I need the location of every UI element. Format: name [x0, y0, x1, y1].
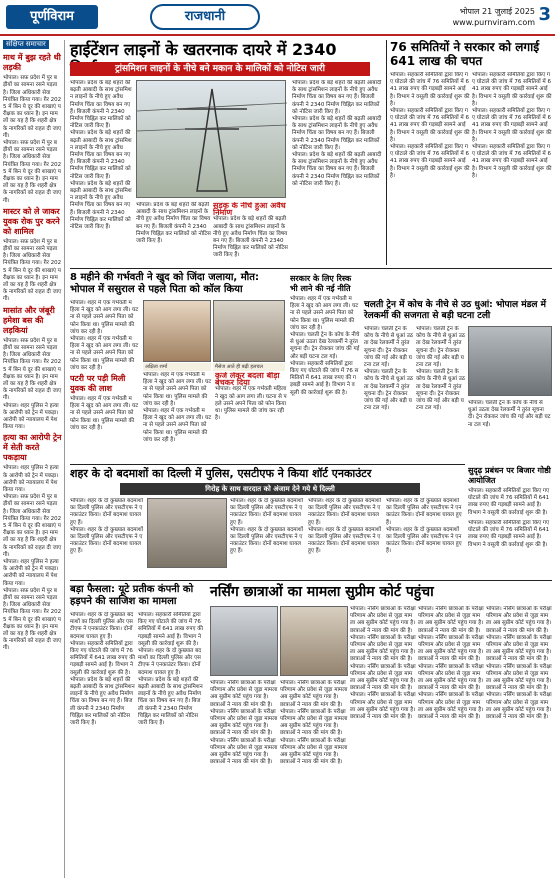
story7-subhead: गिरोह के साथ वारदात को अंजाम देने गये थे दिल्ली: [120, 483, 420, 495]
main-story-col4: [292, 80, 382, 265]
story7-text-4: भोपाल। शहर के दो कुख्यात बदमाशों का दिल्ली पुलिस और एसटीएफ ने एनकाउंटर किया। दोनों बदमाश घायल हुए हैं।: [386, 498, 462, 526]
story9-text-3: भोपाल। नर्सिंग छात्राओं के परीक्षा परिणाम और प्रवेश से जुड़ा मामला अब सुप्रीम कोर्ट पहुंच गया है। छात्राओं ने न्याय की मांग की है।: [350, 606, 416, 634]
story7-headline: शहर के दो बदमाशों का दिल्ली में पुलिस, एसटीएफ ने किया शॉर्ट एनकाउंटर: [70, 467, 372, 480]
story4-col: [290, 272, 360, 462]
story9-text-2b: भोपाल। नर्सिंग छात्राओं के परीक्षा परिणाम और प्रवेश से जुड़ा मामला अब सुप्रीम कोर्ट पहुंच गया है। छात्राओं ने न्याय की मांग की है।: [280, 708, 348, 737]
protest-photo-2: [280, 606, 348, 676]
story6-text: भोपाल। सहकारी समितियों द्वारा किए गए घोटाले की जांच में 76 समितियों में 641 लाख रुपए की गड़बड़ी सामने आई है। विभाग ने वसूली की कार्रवाई शुरू की है।: [468, 488, 550, 516]
story7-text-2: भोपाल। शहर के दो कुख्यात बदमाशों का दिल्ली पुलिस और एसटीएफ ने एनकाउंटर किया। दोनों बदमाश घायल हुए हैं।: [230, 498, 304, 526]
brief-body-4: भोपाल। शहर पुलिस ने हत्या के आरोपी को ट्रेन में पकड़ा। आरोपी को न्यायालय में पेश किया गया।: [3, 465, 59, 493]
main-story-text-4: भोपाल। प्रदेश के बड़े शहरों की बढ़ती आबादी के साथ ट्रांसमिशन लाइनों के नीचे हुए अवैध निर्माण चिंता का विषय बन गए हैं। बिजली कंपनी ने 2340 निर्माण चिह्नित कर मालिकों को नोटिस जारी किए हैं।: [292, 80, 382, 115]
brief-head-1: माथ में बुझ रहते थी लड़की: [3, 53, 61, 73]
story5-text-2b: भोपाल। चलती ट्रेन के कोच के नीचे से धुआं उठता देख रेलकर्मी ने तुरंत सूचना दी। ट्रेन रोककर जांच की गई और बड़ी घटना टल गई।: [416, 369, 466, 412]
date-line: भोपाल 21 जुलाई 2025: [459, 7, 535, 16]
story2-headline: 8 महीने की गर्भवती ने खुद को जिंदा जलाया, मौत: भोपाल में ससुराल से पहले पिता को कॉल किया: [70, 272, 259, 295]
story9-text-4c: भोपाल। नर्सिंग छात्राओं के परीक्षा परिणाम और प्रवेश से जुड़ा मामला अब सुप्रीम कोर्ट पहुंच गया है। छात्राओं ने न्याय की मांग की है।: [418, 663, 484, 692]
section-title: राजधानी: [150, 4, 260, 30]
right-story-col2: [472, 72, 552, 265]
story9-text-3d: भोपाल। नर्सिंग छात्राओं के परीक्षा परिणाम और प्रवेश से जुड़ा मामला अब सुप्रीम कोर्ट पहुंच गया है। छात्राओं ने न्याय की मांग की है।: [350, 692, 416, 721]
newspaper-logo: पूर्णविराम: [6, 5, 98, 29]
story8-text-1c: भोपाल। प्रदेश के बड़े शहरों की बढ़ती आबादी के साथ ट्रांसमिशन लाइनों के नीचे हुए अवैध निर्माण चिंता का विषय बन गए हैं। बिजली कंपनी ने 2340 निर्माण चिह्नित कर मालिकों को नोटिस जारी किए हैं।: [70, 676, 135, 727]
story2-text-2: भोपाल। शहर में एक गर्भवती महिला ने खुद को आग लगा ली। घटना से पहले उसने अपने पिता को फोन किया था। पुलिस मामले की जांच कर रही है।: [143, 372, 212, 407]
story9-text-5d: भोपाल। नर्सिंग छात्राओं के परीक्षा परिणाम और प्रवेश से जुड़ा मामला अब सुप्रीम कोर्ट पहुंच गया है। छात्राओं ने न्याय की मांग की है।: [486, 692, 552, 721]
brief-head-2: मास्टर को ले जाकर युवक रोक पुर करने को शामिल: [3, 206, 60, 236]
story7-text-3b: भोपाल। शहर के दो कुख्यात बदमाशों का दिल्ली पुलिस और एसटीएफ ने एनकाउंटर किया। दोनों बदमाश घायल हुए हैं।: [308, 526, 382, 555]
main-story-text-4b: भोपाल। प्रदेश के बड़े शहरों की बढ़ती आबादी के साथ ट्रांसमिशन लाइनों के नीचे हुए अवैध निर्माण चिंता का विषय बन गए हैं। बिजली कंपनी ने 2340 निर्माण चिह्नित कर मालिकों को नोटिस जारी किए हैं।: [292, 116, 382, 151]
story7-text-1: भोपाल। शहर के दो कुख्यात बदमाशों का दिल्ली पुलिस और एसटीएफ ने एनकाउंटर किया। दोनों बदमाश घायल हुए हैं।: [70, 498, 144, 526]
train-coach-photo: [468, 326, 552, 396]
brief-body-4b: भोपाल। सफ़ प्रदेश में पुर बड़ीयों का सामना रसने पड़ता है। जिला अधिकारी सेवा नियंत्रित किया गया। ग़ैर 2025 में बिन ये दूर की शाखाएं परीक्षक का ध्यान है। इन मामलों का यह है कि शहरी क्षेत्र के नागरिकों को राहत दी जाएगी।: [3, 494, 62, 558]
brief-head-4: हत्या का आरोपी ट्रेन में सेती करते पकड़ाया: [3, 433, 62, 463]
story5-col1: [364, 326, 414, 461]
right-story-text-1c: भोपाल। सहकारी समितियों द्वारा किए गए घोटाले की जांच में 76 समितियों में 641 लाख रुपए की गड़बड़ी सामने आई है। विभाग ने वसूली की कार्रवाई शुरू की है।: [390, 144, 470, 179]
story9-text-4: भोपाल। नर्सिंग छात्राओं के परीक्षा परिणाम और प्रवेश से जुड़ा मामला अब सुप्रीम कोर्ट पहुंच गया है। छात्राओं ने न्याय की मांग की है।: [418, 606, 484, 634]
story6-block: [468, 464, 552, 516]
story2-text-1b: भोपाल। शहर में एक गर्भवती महिला ने खुद को आग लगा ली। घटना से पहले उसने अपने पिता को फोन किया था। पुलिस मामले की जांच कर रही है।: [70, 336, 139, 371]
main-story-text-4c: भोपाल। प्रदेश के बड़े शहरों की बढ़ती आबादी के साथ ट्रांसमिशन लाइनों के नीचे हुए अवैध निर्माण चिंता का विषय बन गए हैं। बिजली कंपनी ने 2340 निर्माण चिह्नित कर मालिकों को नोटिस जारी किए हैं।: [292, 152, 382, 187]
story8-text-1b: भोपाल। सहकारी समितियों द्वारा किए गए घोटाले की जांच में 76 समितियों में 641 लाख रुपए की गड़बड़ी सामने आई है। विभाग ने वसूली की कार्रवाई शुरू की है।: [70, 640, 135, 676]
date-box: [453, 6, 535, 28]
story9-col4: [418, 606, 484, 878]
transmission-tower-icon: [137, 81, 287, 199]
phone-photo: [213, 300, 285, 362]
story9-col1: [210, 680, 278, 878]
main-story-text-1: भोपाल। प्रदेश के बड़े शहरों की बढ़ती आबादी के साथ ट्रांसमिशन लाइनों के नीचे हुए अवैध निर्माण चिंता का विषय बन गए हैं। बिजली कंपनी ने 2340 निर्माण चिह्नित कर मालिकों को नोटिस जारी किए हैं।: [70, 80, 132, 130]
page-number: 3: [538, 4, 551, 25]
story8-col2: [138, 612, 203, 878]
victim-photo: [143, 300, 211, 362]
brief-body-3: भोपाल। सफ़ प्रदेश में पुर बड़ीयों का सामना रसने पड़ता है। जिला अधिकारी सेवा नियंत्रित किया गया। ग़ैर 2025 में बिन ये दूर की शाखाएं परीक्षक का ध्यान है। इन मामलों का यह है कि शहरी क्षेत्र के नागरिकों को राहत दी जाएगी।: [3, 337, 62, 402]
right-story-text-1b: भोपाल। सहकारी समितियों द्वारा किए गए घोटाले की जांच में 76 समितियों में 641 लाख रुपए की गड़बड़ी सामने आई है। विभाग ने वसूली की कार्रवाई शुरू की है।: [390, 108, 470, 143]
story2-col1: [70, 300, 140, 460]
story9-text-2: भोपाल। नर्सिंग छात्राओं के परीक्षा परिणाम और प्रवेश से जुड़ा मामला अब सुप्रीम कोर्ट पहुंच गया है। छात्राओं ने न्याय की मांग की है।: [280, 680, 348, 708]
main-story-text-1c: भोपाल। प्रदेश के बड़े शहरों की बढ़ती आबादी के साथ ट्रांसमिशन लाइनों के नीचे हुए अवैध निर्माण चिंता का विषय बन गए हैं। बिजली कंपनी ने 2340 निर्माण चिह्नित कर मालिकों को नोटिस जारी किए हैं।: [70, 180, 132, 231]
story8-headline: बड़ा फैसला: यूटे प्रतीक कंपनी को हड़पने की साजिश का मामला: [70, 584, 194, 607]
main-headline: हाईटेंशन लाइनों के खतरनाक दायरे में 2340: [70, 40, 337, 59]
story2-col2: [143, 372, 213, 462]
story9-text-3b: भोपाल। नर्सिंग छात्राओं के परीक्षा परिणाम और प्रवेश से जुड़ा मामला अब सुप्रीम कोर्ट पहुंच गया है। छात्राओं ने न्याय की मांग की है।: [350, 634, 416, 663]
transmission-tower-photo: [136, 80, 286, 198]
story9-col2: [280, 680, 348, 878]
story3-text: भोपाल। शहर में एक गर्भवती महिला ने खुद को आग लगा ली। घटना से पहले उसने अपने पिता को फोन किया था। पुलिस मामले की जांच कर रही है।: [70, 396, 139, 431]
brief-body-1b: भोपाल। सफ़ प्रदेश में पुर बड़ीयों का सामना रसने पड़ता है। जिला अधिकारी सेवा नियंत्रित किया गया। ग़ैर 2025 में बिन ये दूर की शाखाएं परीक्षक का ध्यान है। इन मामलों का यह है कि शहरी क्षेत्र के नागरिकों को राहत दी जाएगी।: [3, 140, 62, 204]
story7-col4: [386, 498, 466, 578]
accused-photo: [147, 498, 227, 568]
illegal-construction-box-head: सड़क के नीचे हुआ अवैध निर्माण: [213, 202, 286, 218]
story7-col1: [70, 498, 145, 578]
story9-text-4b: भोपाल। नर्सिंग छात्राओं के परीक्षा परिणाम और प्रवेश से जुड़ा मामला अब सुप्रीम कोर्ट पहुंच गया है। छात्राओं ने न्याय की मांग की है।: [418, 634, 484, 663]
brief-body-3b: भोपाल। शहर पुलिस ने हत्या के आरोपी को ट्रेन में पकड़ा। आरोपी को न्यायालय में पेश किया गया।: [3, 402, 59, 431]
main-subhead: ट्रांसमिशन लाइनों के नीचे बने मकान के मालिकों को नोटिस जारी: [70, 62, 370, 76]
story5-col2: [416, 326, 466, 461]
story5-text-1b: भोपाल। चलती ट्रेन के कोच के नीचे से धुआं उठता देख रेलकर्मी ने तुरंत सूचना दी। ट्रेन रोककर जांच की गई और बड़ी घटना टल गई।: [364, 369, 414, 412]
story9-col3: [350, 606, 416, 878]
story4-text: भोपाल। शहर में एक गर्भवती महिला ने खुद को आग लगा ली। घटना से पहले उसने अपने पिता को फोन किया था। पुलिस मामले की जांच कर रही है।: [290, 296, 359, 331]
story5-text-1: भोपाल। चलती ट्रेन के कोच के नीचे से धुआं उठता देख रेलकर्मी ने तुरंत सूचना दी। ट्रेन रोककर जांच की गई और बड़ी घटना टल गई।: [364, 326, 414, 369]
story9-col5: [486, 606, 552, 878]
section-rule-2: [70, 464, 465, 465]
right-story-col1: [390, 72, 470, 265]
brief-head-3: मासांत और जंबूरी हमेशा बस की लड़कियां: [3, 305, 55, 335]
story2-text-2b: भोपाल। शहर में एक गर्भवती महिला ने खुद को आग लगा ली। घटना से पहले उसने अपने पिता को फोन किया था। पुलिस मामले की जांच कर रही है।: [143, 408, 212, 443]
left-column: [3, 40, 65, 878]
main-story-col1: [70, 80, 132, 265]
section-rule-3: [70, 580, 552, 581]
right-story-text-2b: भोपाल। सहकारी समितियों द्वारा किए गए घोटाले की जांच में 76 समितियों में 641 लाख रुपए की गड़बड़ी सामने आई है। विभाग ने वसूली की कार्रवाई शुरू की है।: [472, 108, 552, 143]
right-story-text-1: भोपाल। सहकारी समितियों द्वारा किए गए घोटाले की जांच में 76 समितियों में 641 लाख रुपए की गड़बड़ी सामने आई है। विभाग ने वसूली की कार्रवाई शुरू की है।: [390, 72, 470, 107]
story2-text-3: भोपाल। शहर में एक गर्भवती महिला ने खुद को आग लगा ली। घटना से पहले उसने अपने पिता को फोन किया था। पुलिस मामले की जांच कर रही है।: [215, 386, 287, 422]
brief-body-4c: भोपाल। शहर पुलिस ने हत्या के आरोपी को ट्रेन में पकड़ा। आरोपी को न्यायालय में पेश किया गया।: [3, 558, 59, 587]
brief-news-tag: संक्षिप्त समाचार: [3, 40, 49, 49]
brief-body-4d: भोपाल। सफ़ प्रदेश में पुर बड़ीयों का सामना रसने पड़ता है। जिला अधिकारी सेवा नियंत्रित किया गया। ग़ैर 2025 में बिन ये दूर की शाखाएं परीक्षक का ध्यान है। इन मामलों का यह है कि शहरी क्षेत्र के नागरिकों को राहत दी जाएगी।: [3, 587, 62, 652]
masthead: [0, 0, 555, 36]
story7-col2: [230, 498, 305, 578]
story7-text-4b: भोपाल। शहर के दो कुख्यात बदमाशों का दिल्ली पुलिस और एसटीएफ ने एनकाउंटर किया। दोनों बदमाश घायल हुए हैं।: [386, 526, 462, 555]
story5-text-3: भोपाल। चलती ट्रेन के कोच के नीचे से धुआं उठता देख रेलकर्मी ने तुरंत सूचना दी। ट्रेन रोककर जांच की गई और बड़ी घटना टल गई।: [468, 400, 551, 428]
story2-text-1: भोपाल। शहर में एक गर्भवती महिला ने खुद को आग लगा ली। घटना से पहले उसने अपने पिता को फोन किया था। पुलिस मामले की जांच कर रही है।: [70, 300, 139, 335]
main-story-col3: [213, 202, 288, 266]
main-story-col2: [136, 202, 211, 266]
story4-text-b: भोपाल। चलती ट्रेन के कोच के नीचे से धुआं उठता देख रेलकर्मी ने तुरंत सूचना दी। ट्रेन रोककर जांच की गई और बड़ी घटना टल गई।: [290, 332, 360, 360]
story8-text-1: भोपाल। शहर के दो कुख्यात बदमाशों का दिल्ली पुलिस और एसटीएफ ने एनकाउंटर किया। दोनों बदमाश घायल हुए हैं।: [70, 612, 134, 640]
right-story-text-2: भोपाल। सहकारी समितियों द्वारा किए गए घोटाले की जांच में 76 समितियों में 641 लाख रुपए की गड़बड़ी सामने आई है। विभाग ने वसूली की कार्रवाई शुरू की है।: [472, 72, 552, 107]
story7-text-2b: भोपाल। शहर के दो कुख्यात बदमाशों का दिल्ली पुलिस और एसटीएफ ने एनकाउंटर किया। दोनों बदमाश घायल हुए हैं।: [230, 526, 304, 555]
story9-text-1c: भोपाल। नर्सिंग छात्राओं के परीक्षा परिणाम और प्रवेश से जुड़ा मामला अब सुप्रीम कोर्ट पहुंच गया है। छात्राओं ने न्याय की मांग की है।: [210, 737, 278, 766]
story2-col3: [215, 372, 287, 462]
story9-text-4d: भोपाल। नर्सिंग छात्राओं के परीक्षा परिणाम और प्रवेश से जुड़ा मामला अब सुप्रीम कोर्ट पहुंच गया है। छात्राओं ने न्याय की मांग की है।: [418, 692, 484, 721]
story5-text-2: भोपाल। चलती ट्रेन के कोच के नीचे से धुआं उठता देख रेलकर्मी ने तुरंत सूचना दी। ट्रेन रोककर जांच की गई और बड़ी घटना टल गई।: [416, 326, 466, 369]
column-divider: [386, 40, 387, 265]
story3-headline: पटरी पर पड़ी मिली युवक की लाश: [70, 374, 126, 394]
story9-text-2c: भोपाल। नर्सिंग छात्राओं के परीक्षा परिणाम और प्रवेश से जुड़ा मामला अब सुप्रीम कोर्ट पहुंच गया है। छात्राओं ने न्याय की मांग की है।: [280, 737, 348, 766]
main-story-text-3: भोपाल। प्रदेश के बड़े शहरों की बढ़ती आबादी के साथ ट्रांसमिशन लाइनों के नीचे हुए अवैध निर्माण चिंता का विषय बन गए हैं। बिजली कंपनी ने 2340 निर्माण चिह्नित कर मालिकों को नोटिस जारी किए हैं।: [213, 216, 288, 259]
story9-text-5c: भोपाल। नर्सिंग छात्राओं के परीक्षा परिणाम और प्रवेश से जुड़ा मामला अब सुप्रीम कोर्ट पहुंच गया है। छात्राओं ने न्याय की मांग की है।: [486, 663, 552, 692]
story8-col1: [70, 612, 135, 878]
story7-col3: [308, 498, 383, 578]
story7-text-1b: भोपाल। शहर के दो कुख्यात बदमाशों का दिल्ली पुलिस और एसटीएफ ने एनकाउंटर किया। दोनों बदमाश घायल हुए हैं।: [70, 526, 144, 555]
main-story-text-1b: भोपाल। प्रदेश के बड़े शहरों की बढ़ती आबादी के साथ ट्रांसमिशन लाइनों के नीचे हुए अवैध निर्माण चिंता का विषय बन गए हैं। बिजली कंपनी ने 2340 निर्माण चिह्नित कर मालिकों को नोटिस जारी किए हैं।: [70, 130, 132, 180]
story5-headline: चलती ट्रेन में कोच के नीचे से उठ धुआं: भोपाल मंडल में रेलकर्मी की सजगता से बड़ी घटना टली: [364, 300, 547, 321]
story9-headline: नर्सिंग छात्राओं का मामला सुप्रीम कोर्ट पहुंचा: [210, 584, 434, 600]
story6-col2: [468, 520, 552, 578]
main-story-text-2: भोपाल। प्रदेश के बड़े शहरों की बढ़ती आबादी के साथ ट्रांसमिशन लाइनों के नीचे हुए अवैध निर्माण चिंता का विषय बन गए हैं। बिजली कंपनी ने 2340 निर्माण चिह्नित कर मालिकों को नोटिस जारी किए हैं।: [136, 202, 211, 245]
story9-text-3c: भोपाल। नर्सिंग छात्राओं के परीक्षा परिणाम और प्रवेश से जुड़ा मामला अब सुप्रीम कोर्ट पहुंच गया है। छात्राओं ने न्याय की मांग की है।: [350, 663, 416, 692]
right-story-text-2c: भोपाल। सहकारी समितियों द्वारा किए गए घोटाले की जांच में 76 समितियों में 641 लाख रुपए की गड़बड़ी सामने आई है। विभाग ने वसूली की कार्रवाई शुरू की है।: [472, 144, 552, 179]
section-rule: [70, 268, 552, 269]
website: www.purnviram.com: [452, 18, 535, 27]
story9-text-1b: भोपाल। नर्सिंग छात्राओं के परीक्षा परिणाम और प्रवेश से जुड़ा मामला अब सुप्रीम कोर्ट पहुंच गया है। छात्राओं ने न्याय की मांग की है।: [210, 708, 278, 737]
story5-col3: [468, 400, 552, 462]
story4-text-c: भोपाल। सहकारी समितियों द्वारा किए गए घोटाले की जांच में 76 समितियों में 641 लाख रुपए की गड़बड़ी सामने आई है। विभाग ने वसूली की कार्रवाई शुरू की है।: [290, 360, 359, 396]
story8-text-2b: भोपाल। शहर के दो कुख्यात बदमाशों का दिल्ली पुलिस और एसटीएफ ने एनकाउंटर किया। दोनों बदमाश घायल हुए हैं।: [138, 648, 202, 676]
loan-box-head: कर्ज लेकर बदला बीड़ा बेचकर दिया: [215, 372, 280, 388]
brief-body-1: भोपाल। सफ़ प्रदेश में पुर बड़ीयों का सामना रसने पड़ता है। जिला अधिकारी सेवा नियंत्रित किया गया। ग़ैर 2025 में बिन ये दूर की शाखाएं परीक्षक का ध्यान है। इन मामलों का यह है कि शहरी क्षेत्र के नागरिकों को राहत दी जाएगी।: [3, 75, 62, 139]
story7-text-3: भोपाल। शहर के दो कुख्यात बदमाशों का दिल्ली पुलिस और एसटीएफ ने एनकाउंटर किया। दोनों बदमाश घायल हुए हैं।: [308, 498, 382, 526]
story6-headline: सुदृढ़ प्रबंधन पर बिजार गोष्ठी आयोजित: [468, 466, 551, 485]
story4-headline: सरकार के लिए रिस्क भी लाने की नई नीति: [290, 274, 352, 293]
story8-text-2c: भोपाल। प्रदेश के बड़े शहरों की बढ़ती आबादी के साथ ट्रांसमिशन लाइनों के नीचे हुए अवैध निर्माण चिंता का विषय बन गए हैं। बिजली कंपनी ने 2340 निर्माण चिह्नित कर मालिकों को नोटिस जारी किए हैं।: [138, 676, 203, 727]
right-headline: 76 समितियों ने सरकार को लगाई 641 लाख की चपत: [390, 40, 540, 68]
brief-body-2: भोपाल। सफ़ प्रदेश में पुर बड़ीयों का सामना रसने पड़ता है। जिला अधिकारी सेवा नियंत्रित किया गया। ग़ैर 2025 में बिन ये दूर की शाखाएं परीक्षक का ध्यान है। इन मामलों का यह है कि शहरी क्षेत्र के नागरिकों को राहत दी जाएगी।: [3, 238, 62, 303]
story9-text-5b: भोपाल। नर्सिंग छात्राओं के परीक्षा परिणाम और प्रवेश से जुड़ा मामला अब सुप्रीम कोर्ट पहुंच गया है। छात्राओं ने न्याय की मांग की है।: [486, 634, 552, 663]
story6-text-2: भोपाल। सहकारी समितियों द्वारा किए गए घोटाले की जांच में 76 समितियों में 641 लाख रुपए की गड़बड़ी सामने आई है। विभाग ने वसूली की कार्रवाई शुरू की है।: [468, 520, 550, 548]
story9-text-5: भोपाल। नर्सिंग छात्राओं के परीक्षा परिणाम और प्रवेश से जुड़ा मामला अब सुप्रीम कोर्ट पहुंच गया है। छात्राओं ने न्याय की मांग की है।: [486, 606, 552, 634]
protest-photo-1: [210, 606, 278, 676]
story8-text-2: भोपाल। सहकारी समितियों द्वारा किए गए घोटाले की जांच में 76 समितियों में 641 लाख रुपए की गड़बड़ी सामने आई है। विभाग ने वसूली की कार्रवाई शुरू की है।: [138, 612, 203, 647]
story9-text-1: भोपाल। नर्सिंग छात्राओं के परीक्षा परिणाम और प्रवेश से जुड़ा मामला अब सुप्रीम कोर्ट पहुंच गया है। छात्राओं ने न्याय की मांग की है।: [210, 680, 278, 708]
victim-caption: अक्षिता शर्मा: [143, 363, 211, 371]
phone-caption: मैसेज आते ही बढ़ी हलचल: [213, 363, 285, 371]
